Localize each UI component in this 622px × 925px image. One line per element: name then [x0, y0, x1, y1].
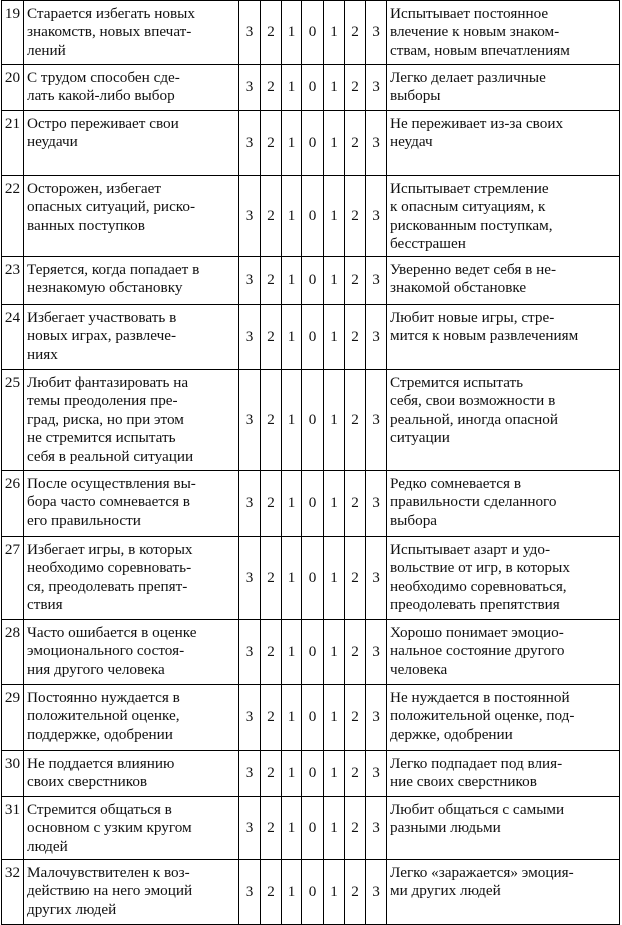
- scale-value: 2: [351, 78, 359, 96]
- scale-cell[interactable]: [345, 176, 366, 257]
- scale-value: 3: [372, 206, 380, 224]
- scale-cell[interactable]: [302, 176, 324, 257]
- scale-value: 1: [287, 327, 296, 345]
- right-pole-description: [387, 797, 620, 860]
- right-pole-text: Любит общаться с самыми разными людьми: [390, 801, 565, 837]
- scale-cell[interactable]: [239, 620, 261, 685]
- scale-cell[interactable]: [324, 111, 345, 176]
- right-pole-text: Стремится испытать себя, свои возможности в реальной, иногда опасной ситуации: [390, 374, 558, 447]
- scale-value: 1: [287, 206, 296, 224]
- item-number: 26: [2, 471, 24, 537]
- scale-cell[interactable]: [366, 111, 387, 176]
- scale-value: 3: [245, 818, 254, 836]
- scale-value: 2: [267, 133, 275, 151]
- scale-value: 1: [287, 764, 296, 782]
- right-pole-text: Уверенно ведет себя в не- знакомой обстановке: [390, 261, 557, 297]
- scale-cell[interactable]: [324, 537, 345, 620]
- scale-cell[interactable]: [261, 537, 282, 620]
- scale-cell[interactable]: [324, 176, 345, 257]
- scale-cell[interactable]: [282, 111, 302, 176]
- scale-cell[interactable]: [261, 370, 282, 471]
- scale-value: 2: [267, 568, 275, 586]
- scale-value: 1: [330, 708, 338, 726]
- scale-value: 2: [267, 78, 275, 96]
- scale-cell[interactable]: [302, 257, 324, 305]
- left-pole-text: Осторожен, избегает опасных ситуаций, риско- ванных поступков: [27, 180, 196, 234]
- scale-value: 1: [330, 818, 338, 836]
- scale-value: 1: [330, 642, 338, 660]
- scale-cell[interactable]: [366, 620, 387, 685]
- right-pole-text: Легко делает различные выборы: [390, 69, 546, 105]
- right-pole-text: Испытывает азарт и удо- вольствие от игр, в которых необходимо соревноваться, преодолевать препятствия: [390, 541, 570, 614]
- right-pole-description: [387, 1, 620, 65]
- scale-value: 2: [351, 410, 359, 428]
- right-pole-text: Легко подпадает под влия- ние своих сверстников: [390, 755, 563, 791]
- scale-value: 1: [287, 708, 296, 726]
- scale-cell[interactable]: [239, 471, 261, 537]
- scale-cell[interactable]: [345, 797, 366, 860]
- scale-cell[interactable]: [345, 537, 366, 620]
- right-pole-description: [387, 537, 620, 620]
- scale-value: 0: [308, 708, 317, 726]
- right-pole-description: [387, 860, 620, 925]
- scale-cell[interactable]: [282, 860, 302, 925]
- scale-value: 3: [372, 78, 380, 96]
- scale-value: 3: [245, 494, 254, 512]
- scale-cell[interactable]: [345, 370, 366, 471]
- scale-cell[interactable]: [239, 305, 261, 370]
- scale-value: 0: [308, 764, 317, 782]
- right-pole-text: Легко «заражается» эмоция- ми других людей: [390, 864, 574, 900]
- scale-cell[interactable]: [282, 620, 302, 685]
- scale-value: 3: [245, 271, 254, 289]
- scale-cell[interactable]: [345, 111, 366, 176]
- right-pole-text: Хорошо понимает эмоцио- нальное состояние другого человека: [390, 624, 565, 678]
- scale-cell[interactable]: [239, 176, 261, 257]
- scale-value: 2: [351, 568, 359, 586]
- scale-cell[interactable]: [345, 751, 366, 797]
- scale-value: 0: [308, 494, 317, 512]
- table-row: [2, 257, 620, 305]
- left-pole-description: [24, 685, 239, 751]
- scale-cell[interactable]: [366, 257, 387, 305]
- left-pole-description: [24, 111, 239, 176]
- scale-value: 1: [330, 410, 338, 428]
- scale-cell[interactable]: [261, 305, 282, 370]
- scale-value: 0: [308, 568, 317, 586]
- scale-value: 1: [330, 494, 338, 512]
- scale-cell[interactable]: [345, 65, 366, 111]
- scale-cell[interactable]: [302, 620, 324, 685]
- table-body: [2, 1, 620, 925]
- scale-value: 3: [245, 568, 254, 586]
- scale-value: 0: [308, 410, 317, 428]
- scale-cell[interactable]: [324, 370, 345, 471]
- item-number: 29: [2, 685, 24, 751]
- scale-cell[interactable]: [282, 1, 302, 65]
- table-row: [2, 305, 620, 370]
- scale-cell[interactable]: [366, 860, 387, 925]
- right-pole-text: Редко сомневается в правильности сделанного выбора: [390, 475, 557, 529]
- scale-cell[interactable]: [282, 537, 302, 620]
- scale-cell[interactable]: [366, 797, 387, 860]
- scale-cell[interactable]: [324, 257, 345, 305]
- scale-value: 3: [372, 271, 380, 289]
- scale-value: 0: [308, 133, 317, 151]
- table-row: [2, 797, 620, 860]
- right-pole-description: [387, 257, 620, 305]
- scale-value: 0: [308, 882, 317, 900]
- scale-value: 3: [245, 206, 254, 224]
- scale-cell[interactable]: [261, 471, 282, 537]
- scale-value: 2: [351, 271, 359, 289]
- scale-cell[interactable]: [302, 1, 324, 65]
- scale-cell[interactable]: [324, 685, 345, 751]
- left-pole-description: [24, 176, 239, 257]
- scale-cell[interactable]: [261, 751, 282, 797]
- scale-value: 3: [372, 568, 380, 586]
- left-pole-description: [24, 751, 239, 797]
- scale-cell[interactable]: [324, 860, 345, 925]
- scale-value: 1: [287, 642, 296, 660]
- scale-cell[interactable]: [282, 65, 302, 111]
- scale-cell[interactable]: [324, 65, 345, 111]
- scale-value: 2: [267, 494, 275, 512]
- table-row: [2, 751, 620, 797]
- scale-value: 2: [351, 764, 359, 782]
- scale-cell[interactable]: [261, 860, 282, 925]
- scale-value: 0: [308, 327, 317, 345]
- scale-cell[interactable]: [239, 370, 261, 471]
- item-number: 31: [2, 797, 24, 860]
- scale-cell[interactable]: [366, 751, 387, 797]
- scale-value: 2: [351, 133, 359, 151]
- scale-value: 1: [330, 764, 338, 782]
- scale-cell[interactable]: [302, 685, 324, 751]
- scale-value: 3: [372, 764, 380, 782]
- right-pole-text: Не переживает из-за своих неудач: [390, 115, 564, 151]
- scale-cell[interactable]: [302, 370, 324, 471]
- scale-value: 2: [351, 708, 359, 726]
- scale-cell[interactable]: [239, 65, 261, 111]
- right-pole-description: [387, 176, 620, 257]
- left-pole-text: После осуществления вы- бора часто сомневается в его правильности: [27, 475, 196, 529]
- scale-value: 3: [372, 23, 380, 41]
- left-pole-text: Не поддается влиянию своих сверстников: [27, 755, 175, 791]
- scale-cell[interactable]: [261, 620, 282, 685]
- scale-cell[interactable]: [345, 305, 366, 370]
- table-row: [2, 860, 620, 925]
- right-pole-description: [387, 471, 620, 537]
- right-pole-text: Не нуждается в постоянной положительной оценке, под- держке, одобрении: [390, 689, 575, 743]
- scale-value: 0: [308, 818, 317, 836]
- scale-value: 2: [351, 23, 359, 41]
- scale-cell[interactable]: [345, 471, 366, 537]
- scale-value: 3: [245, 642, 254, 660]
- scale-value: 3: [372, 708, 380, 726]
- right-pole-text: Испытывает стремление к опасным ситуациям, к рискованным поступкам, бесстрашен: [390, 180, 553, 253]
- scale-value: 1: [287, 818, 296, 836]
- scale-table: [1, 0, 620, 925]
- table-row: [2, 65, 620, 111]
- scale-value: 3: [372, 327, 380, 345]
- scale-cell[interactable]: [366, 471, 387, 537]
- scale-value: 3: [372, 818, 380, 836]
- scale-value: 3: [245, 133, 254, 151]
- scale-cell[interactable]: [282, 370, 302, 471]
- left-pole-description: [24, 860, 239, 925]
- scale-cell[interactable]: [282, 471, 302, 537]
- scale-value: 3: [372, 410, 380, 428]
- right-pole-description: [387, 305, 620, 370]
- scale-cell[interactable]: [366, 1, 387, 65]
- item-number: 25: [2, 370, 24, 471]
- item-number: 22: [2, 176, 24, 257]
- table-row: [2, 620, 620, 685]
- scale-cell[interactable]: [302, 860, 324, 925]
- item-number: 32: [2, 860, 24, 925]
- item-number: 30: [2, 751, 24, 797]
- table-row: [2, 111, 620, 176]
- right-pole-description: [387, 65, 620, 111]
- scale-cell[interactable]: [345, 257, 366, 305]
- scale-value: 1: [330, 327, 338, 345]
- item-number: 27: [2, 537, 24, 620]
- scale-value: 3: [245, 23, 254, 41]
- right-pole-description: [387, 111, 620, 176]
- scale-cell[interactable]: [261, 685, 282, 751]
- item-number: 19: [2, 1, 24, 65]
- right-pole-description: [387, 370, 620, 471]
- scale-cell[interactable]: [366, 176, 387, 257]
- scale-value: 1: [330, 23, 338, 41]
- left-pole-text: Постоянно нуждается в положительной оценке, поддержке, одобрении: [27, 689, 180, 743]
- scale-value: 3: [372, 642, 380, 660]
- left-pole-description: [24, 471, 239, 537]
- scale-cell[interactable]: [302, 797, 324, 860]
- scale-value: 1: [330, 882, 338, 900]
- scale-cell[interactable]: [366, 370, 387, 471]
- scale-cell[interactable]: [239, 257, 261, 305]
- scale-cell[interactable]: [345, 1, 366, 65]
- left-pole-description: [24, 537, 239, 620]
- scale-cell[interactable]: [302, 751, 324, 797]
- scale-cell[interactable]: [366, 65, 387, 111]
- scale-value: 2: [267, 410, 275, 428]
- left-pole-text: Часто ошибается в оценке эмоционального состоя- ния другого человека: [27, 624, 197, 678]
- scale-cell[interactable]: [345, 860, 366, 925]
- table-row: [2, 685, 620, 751]
- scale-cell[interactable]: [282, 257, 302, 305]
- scale-value: 1: [287, 133, 296, 151]
- left-pole-text: Остро переживает свои неудачи: [27, 115, 179, 151]
- left-pole-text: Стремится общаться в основном с узким кругом людей: [27, 801, 192, 855]
- scale-cell[interactable]: [282, 685, 302, 751]
- scale-cell[interactable]: [302, 537, 324, 620]
- right-pole-description: [387, 751, 620, 797]
- scale-value: 2: [267, 327, 275, 345]
- table-row: [2, 471, 620, 537]
- left-pole-description: [24, 65, 239, 111]
- left-pole-text: Малочувствителен к воз- действию на него эмоций других людей: [27, 864, 193, 918]
- scale-value: 1: [287, 410, 296, 428]
- scale-cell[interactable]: [302, 471, 324, 537]
- left-pole-text: Теряется, когда попадает в незнакомую обстановку: [27, 261, 200, 297]
- left-pole-description: [24, 620, 239, 685]
- scale-value: 0: [308, 206, 317, 224]
- table-row: [2, 537, 620, 620]
- scale-value: 1: [287, 568, 296, 586]
- scale-cell[interactable]: [239, 685, 261, 751]
- left-pole-text: С трудом способен сде- лать какой-либо выбор: [27, 69, 180, 105]
- scale-cell[interactable]: [261, 176, 282, 257]
- scale-cell[interactable]: [302, 65, 324, 111]
- scale-value: 1: [330, 568, 338, 586]
- left-pole-description: [24, 1, 239, 65]
- left-pole-text: Любит фантазировать на темы преодоления пре- град, риска, но при этом не стремится испытать себя в реальной ситуации: [27, 374, 194, 465]
- scale-value: 1: [287, 78, 296, 96]
- right-pole-description: [387, 685, 620, 751]
- right-pole-text: Любит новые игры, стре- мится к новым развлечениям: [390, 309, 579, 345]
- scale-cell[interactable]: [302, 111, 324, 176]
- scale-value: 2: [267, 882, 275, 900]
- scale-cell[interactable]: [302, 305, 324, 370]
- item-number: 20: [2, 65, 24, 111]
- scale-cell[interactable]: [239, 751, 261, 797]
- scale-cell[interactable]: [366, 305, 387, 370]
- scale-cell[interactable]: [345, 620, 366, 685]
- left-pole-text: Избегает участвовать в новых играх, развлече- ниях: [27, 309, 177, 363]
- scale-value: 2: [267, 271, 275, 289]
- scale-value: 2: [351, 327, 359, 345]
- scale-value: 0: [308, 642, 317, 660]
- scale-cell[interactable]: [324, 620, 345, 685]
- scale-cell[interactable]: [261, 1, 282, 65]
- scale-value: 3: [245, 410, 254, 428]
- left-pole-description: [24, 257, 239, 305]
- scale-value: 0: [308, 23, 317, 41]
- scale-cell[interactable]: [366, 685, 387, 751]
- scale-value: 1: [330, 271, 338, 289]
- table-row: [2, 1, 620, 65]
- left-pole-description: [24, 797, 239, 860]
- scale-value: 2: [351, 642, 359, 660]
- scale-value: 3: [245, 882, 254, 900]
- scale-value: 1: [330, 133, 338, 151]
- scale-value: 0: [308, 78, 317, 96]
- scale-cell[interactable]: [282, 305, 302, 370]
- scale-cell[interactable]: [324, 305, 345, 370]
- item-number: 23: [2, 257, 24, 305]
- scale-value: 1: [287, 271, 296, 289]
- scale-cell[interactable]: [239, 797, 261, 860]
- scale-value: 3: [372, 882, 380, 900]
- scale-value: 3: [245, 708, 254, 726]
- scale-cell[interactable]: [239, 111, 261, 176]
- scale-cell[interactable]: [324, 751, 345, 797]
- scale-value: 3: [245, 327, 254, 345]
- scale-value: 2: [267, 764, 275, 782]
- scale-cell[interactable]: [239, 860, 261, 925]
- scale-value: 2: [351, 882, 359, 900]
- left-pole-text: Старается избегать новых знакомств, новых впечат- лений: [27, 5, 195, 59]
- scale-value: 3: [245, 764, 254, 782]
- scale-cell[interactable]: [324, 471, 345, 537]
- scale-cell[interactable]: [282, 797, 302, 860]
- scale-value: 2: [267, 206, 275, 224]
- scale-cell[interactable]: [239, 537, 261, 620]
- item-number: 28: [2, 620, 24, 685]
- scale-value: 3: [245, 78, 254, 96]
- scale-value: 1: [330, 206, 338, 224]
- scale-cell[interactable]: [261, 111, 282, 176]
- scale-cell[interactable]: [282, 176, 302, 257]
- scale-cell[interactable]: [239, 1, 261, 65]
- scale-value: 2: [267, 642, 275, 660]
- scale-cell[interactable]: [261, 65, 282, 111]
- scale-value: 3: [372, 494, 380, 512]
- scale-value: 2: [351, 206, 359, 224]
- scale-value: 2: [351, 494, 359, 512]
- table-row: [2, 176, 620, 257]
- scale-cell[interactable]: [324, 1, 345, 65]
- scale-cell[interactable]: [261, 797, 282, 860]
- scale-cell[interactable]: [261, 257, 282, 305]
- scale-value: 0: [308, 271, 317, 289]
- item-number: 21: [2, 111, 24, 176]
- scale-cell[interactable]: [324, 797, 345, 860]
- table-row: [2, 370, 620, 471]
- left-pole-description: [24, 370, 239, 471]
- scale-value: 1: [287, 494, 296, 512]
- right-pole-text: Испытывает постоянное влечение к новым знаком- ствам, новым впечатлениям: [390, 5, 570, 59]
- scale-value: 2: [267, 23, 275, 41]
- scale-value: 2: [351, 818, 359, 836]
- scale-cell[interactable]: [345, 685, 366, 751]
- scale-value: 2: [267, 818, 275, 836]
- scale-cell[interactable]: [282, 751, 302, 797]
- scale-cell[interactable]: [366, 537, 387, 620]
- scale-value: 3: [372, 133, 380, 151]
- item-number: 24: [2, 305, 24, 370]
- left-pole-text: Избегает игры, в которых необходимо соревновать- ся, преодолевать препят- ствия: [27, 541, 193, 614]
- left-pole-description: [24, 305, 239, 370]
- right-pole-description: [387, 620, 620, 685]
- scale-value: 1: [287, 23, 296, 41]
- scale-value: 2: [267, 708, 275, 726]
- scale-value: 1: [330, 78, 338, 96]
- scale-value: 1: [287, 882, 296, 900]
